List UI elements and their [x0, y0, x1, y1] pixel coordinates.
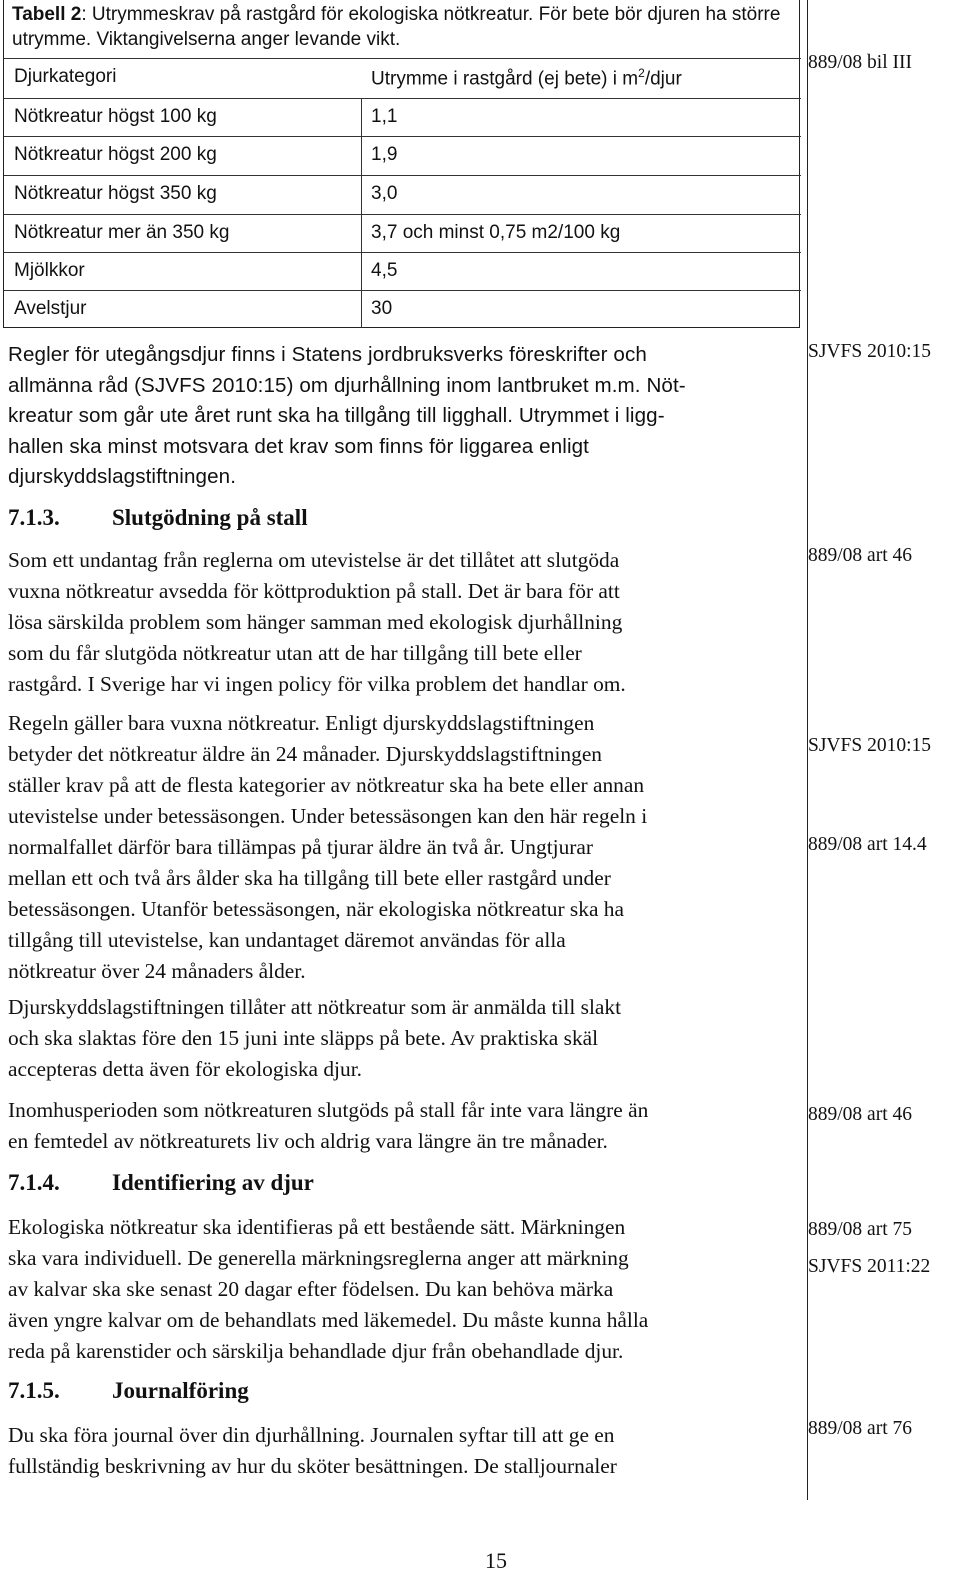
table-caption [12, 2, 792, 52]
text-line: accepteras detta även för ekologiska djur. [8, 1057, 362, 1081]
text-line: ställer krav på att de flesta kategorier av nötkreatur ska ha bete eller annan [8, 773, 645, 797]
text-line: vuxna nötkreatur avsedda för köttproduktion på stall. Det är bara för att [8, 579, 620, 603]
section-title: Journalföring [112, 1378, 249, 1403]
table-cell-value: 3,7 och minst 0,75 m2/100 kg [371, 222, 621, 243]
margin-reference: 889/08 art 46 [808, 545, 912, 566]
text-line: utevistelse under betessäsongen. Under betessäsongen kan den här regeln i [8, 804, 648, 828]
paragraph-journal [8, 1420, 798, 1482]
margin-reference: 889/08 art 46 [808, 1104, 912, 1125]
text-line: kreatur som går ute året runt ska ha tillgång till ligghall. Utrymmet i ligg- [8, 404, 665, 427]
header-space-unit: /djur [644, 68, 682, 90]
table-header-row [4, 58, 801, 96]
paragraph-slutgodning [8, 545, 798, 700]
text-line: djurskyddslagstiftningen. [8, 465, 237, 488]
table-cell-value: 1,1 [371, 106, 398, 127]
margin-reference: 889/08 art 75 [808, 1219, 912, 1240]
text-line: betyder det nötkreatur äldre än 24 månader. Djurskyddslagstiftningen [8, 742, 603, 766]
margin-reference: SJVFS 2010:15 [808, 341, 931, 362]
text-line: en femtedel av nötkreaturets liv och aldrig vara längre än tre månader. [8, 1129, 608, 1153]
table-cell-category: Nötkreatur högst 100 kg [14, 106, 217, 127]
table-row [4, 214, 801, 252]
text-line: allmänna råd (SJVFS 2010:15) om djurhållning inom lantbruket m.m. Nöt- [8, 373, 686, 397]
section-number: 7.1.3. [8, 505, 60, 530]
table-row [4, 290, 801, 328]
table-cell-value: 1,9 [371, 144, 398, 165]
text-line: Som ett undantag från reglerna om utevistelse är det tillåtet att slutgöda [8, 548, 620, 572]
paragraph-inomhus [8, 1095, 798, 1157]
text-line: nötkreatur över 24 månaders ålder. [8, 959, 306, 983]
table-cell-category: Avelstjur [14, 298, 87, 319]
text-line: av kalvar ska ske senast 20 dagar efter födelsen. Du kan behöva märka [8, 1277, 614, 1301]
table-caption-text: : Utrymmeskrav på rastgård för ekologiska nötkreatur. För bete bör djuren ha större utrymme. Viktangivelserna anger levande vikt. [12, 4, 781, 50]
text-line: lösa särskilda problem som hänger samman med ekologisk djurhållning [8, 610, 623, 634]
margin-reference: 889/08 bil III [808, 52, 912, 73]
text-line: fullständig beskrivning av hur du sköter besättningen. De stalljournaler [8, 1454, 617, 1478]
header-space-requirement [371, 66, 682, 90]
text-line: betessäsongen. Utanför betessäsongen, när ekologiska nötkreatur ska ha [8, 897, 624, 921]
table-column-divider [361, 98, 362, 328]
table-row [4, 136, 801, 174]
margin-reference: 889/08 art 14.4 [808, 834, 927, 855]
text-line: Ekologiska nötkreatur ska identifieras på ett bestående sätt. Märkningen [8, 1215, 626, 1239]
margin-reference: 889/08 art 76 [808, 1418, 912, 1439]
header-animal-category: Djurkategori [14, 66, 117, 87]
text-line: även yngre kalvar om de behandlats med läkemedel. Du måste kunna hålla [8, 1308, 649, 1332]
table-caption-label: Tabell 2 [12, 4, 82, 25]
text-line: tillgång till utevistelse, kan undantaget däremot användas för alla [8, 928, 566, 952]
table-cell-category: Nötkreatur högst 350 kg [14, 183, 217, 204]
paragraph-slakt [8, 992, 798, 1085]
section-heading-7-1-4 [8, 1170, 314, 1196]
paragraph-regeln [8, 708, 798, 987]
table-cell-value: 4,5 [371, 260, 398, 281]
section-number: 7.1.4. [8, 1170, 60, 1195]
table-cell-category: Nötkreatur högst 200 kg [14, 144, 217, 165]
text-line: mellan ett och två års ålder ska ha tillgång till bete eller rastgård under [8, 866, 611, 890]
text-line: och ska slaktas före den 15 juni inte släpps på bete. Av praktiska skäl [8, 1026, 599, 1050]
header-space-sup: 2 [638, 66, 645, 80]
table-cell-value: 3,0 [371, 183, 398, 204]
text-line: rastgård. I Sverige har vi ingen policy för vilka problem det handlar om. [8, 672, 626, 696]
space-requirements-table [3, 0, 800, 328]
section-title: Identifiering av djur [112, 1170, 314, 1195]
table-row [4, 98, 801, 136]
table-cell-category: Nötkreatur mer än 350 kg [14, 222, 230, 243]
table-cell-category: Mjölkkor [14, 260, 85, 281]
table-cell-value: 30 [371, 298, 393, 319]
text-line: Du ska föra journal över din djurhållning. Journalen syftar till att ge en [8, 1423, 615, 1447]
text-line: Regeln gäller bara vuxna nötkreatur. Enligt djurskyddslagstiftningen [8, 711, 595, 735]
table-row [4, 252, 801, 290]
paragraph-utegangsdjur [8, 340, 798, 493]
header-space-text: Utrymme i rastgård (ej bete) i m [371, 68, 639, 90]
page-number: 15 [485, 1548, 507, 1573]
text-line: Inomhusperioden som nötkreaturen slutgöds på stall får inte vara längre än [8, 1098, 649, 1122]
margin-reference: SJVFS 2010:15 [808, 735, 931, 756]
text-line: normalfallet därför bara tillämpas på tjurar äldre än två år. Ungtjurar [8, 835, 594, 859]
text-line: Regler för utegångsdjur finns i Statens jordbruksverks föreskrifter och [8, 343, 647, 366]
section-heading-7-1-3 [8, 505, 308, 531]
text-line: som du får slutgöda nötkreatur utan att de har tillgång till bete eller [8, 641, 582, 665]
section-number: 7.1.5. [8, 1378, 60, 1403]
text-line: reda på karenstider och särskilja behandlade djur från obehandlade djur. [8, 1339, 624, 1363]
paragraph-identifiering [8, 1212, 798, 1367]
table-row [4, 175, 801, 213]
section-heading-7-1-5 [8, 1378, 249, 1404]
text-line: hallen ska minst motsvara det krav som finns för liggarea enligt [8, 434, 589, 458]
text-line: ska vara individuell. De generella märkningsreglerna anger att märkning [8, 1246, 629, 1270]
section-title: Slutgödning på stall [112, 505, 308, 530]
margin-reference: SJVFS 2011:22 [808, 1256, 931, 1277]
text-line: Djurskyddslagstiftningen tillåter att nötkreatur som är anmälda till slakt [8, 995, 622, 1019]
